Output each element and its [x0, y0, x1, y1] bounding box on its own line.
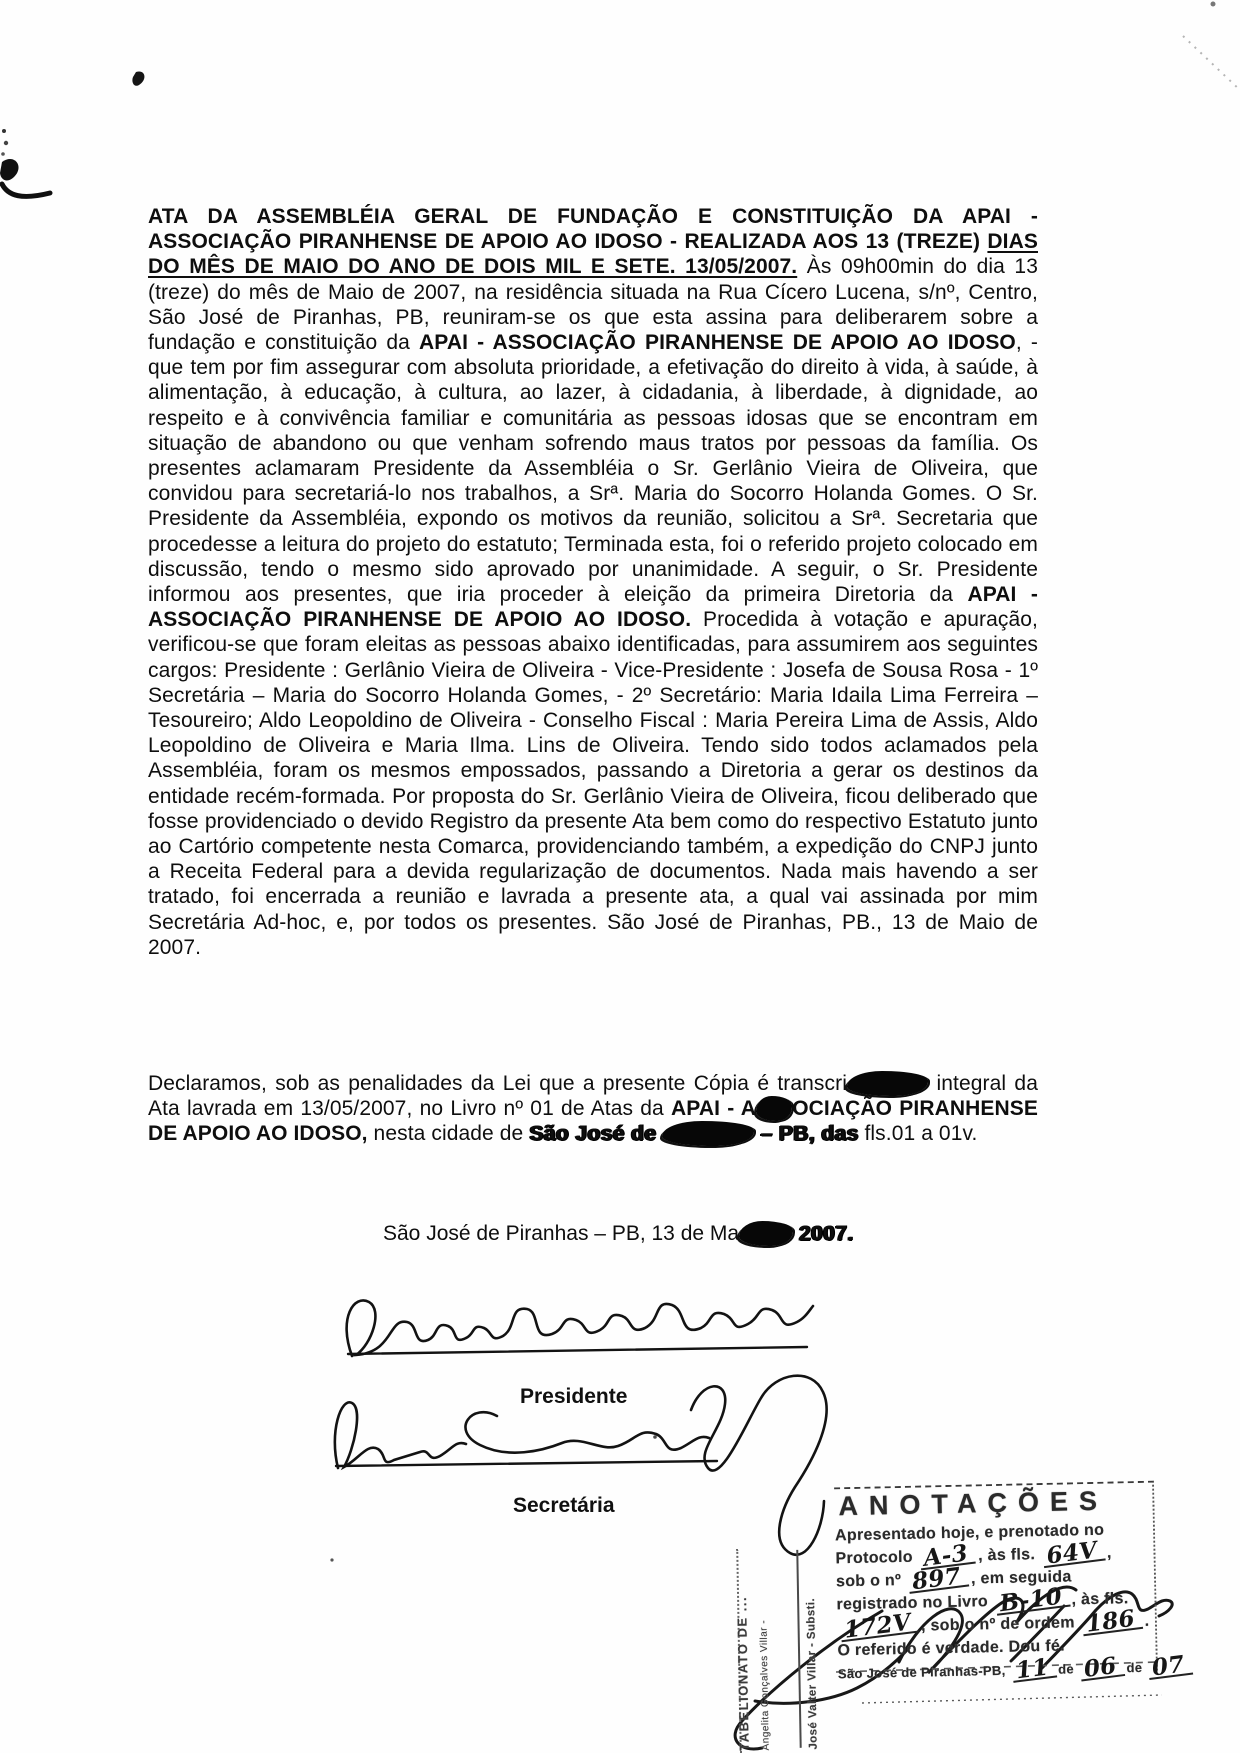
- redaction-blot: [756, 1096, 792, 1121]
- declaration-paragraph: [148, 1071, 1038, 1147]
- handwritten-entry: 186: [1081, 1609, 1143, 1636]
- ink-speck: [132, 71, 144, 85]
- text-segment: APAI - ASSOCIAÇÃO PIRANHENSE DE APOIO AO IDOSO: [419, 331, 1016, 355]
- handwritten-entry: 897: [907, 1567, 969, 1594]
- stamp-text: registrado no Livro: [836, 1593, 989, 1614]
- text-segment: Procedida à votação e apuração, verificou-se que foram eleitas as pessoas abaixo identificadas, para assumirem aos seguintes cargos: Presidente : Gerlânio Vieira de Oliveira - Vice-Presidente : Josefa de Sousa Rosa - 1º Secretária – Maria do Socorro Holanda Gomes, - 2º Secretário: Maria Idaila Lima Ferreira – Tesoureiro; Aldo Leopoldino de Oliveira - Conselho Fiscal : Maria Pereira Lima de Assis, Aldo Leopoldino de Oliveira e Maria Ilma. Lins de Oliveira. Tendo sido todos aclamados pela Assembléia, foram os mesmos empossados, passando a Diretoria a gerar os destinos da entidade recém-formada. Por proposta do Sr. Gerlânio Vieira de Oliveira, ficou deliberado que fosse providenciado o devido Registro da presente Ata bem como do respectivo Estatuto junto ao Cartório competente nesta Comarca, providenciando também, a expedição do CNPJ junto a Receita Federal para a devida regularização de documentos. Nada mais havendo a ser tratado, foi encerrada a reunião e lavrada a presente ata, a qual vai assinada por mim Secretária Ad-hoc, e, por todos os presentes. São José de Piranhas, PB., 13 de Maio de 2007.: [148, 608, 1038, 959]
- handwritten-entry: 11: [1011, 1658, 1057, 1683]
- stamp-text: O referido é verdade. Dou fé.: [837, 1637, 1066, 1660]
- stamp-text: ,: [1106, 1544, 1112, 1562]
- signature-line: [348, 1347, 807, 1354]
- anotacoes-stamp: [834, 1481, 1187, 1685]
- stamp-text: , às fls.: [1071, 1590, 1129, 1609]
- text-segment: integral da Ata lavrada em 13/05/2007, no Livro nº 01 de Atas da: [148, 1072, 1038, 1121]
- text-segment: São José de: [529, 1122, 663, 1146]
- minutes-body-paragraph: [148, 204, 1038, 960]
- text-segment: APAI - ASSOCIAÇÃO PIRANHENSE DE APOIO AO IDOSO.: [148, 583, 1038, 632]
- handwritten-entry: 07: [1147, 1655, 1193, 1680]
- stamp-body: [834, 1518, 1187, 1686]
- stamp-text: de: [1126, 1659, 1143, 1676]
- stamp-text: , sob o nº de ordem: [920, 1614, 1075, 1635]
- redaction-blot: [739, 1221, 793, 1246]
- stamp-text: Protocolo: [835, 1548, 914, 1568]
- stamp-text: .: [1144, 1612, 1150, 1630]
- handwritten-entry: 06: [1079, 1656, 1125, 1681]
- tabelionato-officer-name: Angelita Gonçalves Villar -: [758, 1619, 772, 1751]
- redaction-blot: [662, 1121, 754, 1146]
- handwritten-entry: A-3: [919, 1544, 976, 1571]
- text-segment: – PB, das: [754, 1122, 859, 1146]
- stamp-text: São José de Piranhas-PB,: [837, 1662, 1006, 1682]
- handwritten-entry: 64V: [1041, 1541, 1105, 1569]
- redaction-blot: [847, 1071, 928, 1096]
- president-signature: [347, 1300, 813, 1356]
- tabelionato-title: TABELIONATO DE ...: [734, 1595, 752, 1751]
- tabelionato-substitute-name: José Valter Villar - Substi.: [805, 1597, 820, 1750]
- stamp-divider: [796, 1550, 801, 1748]
- text-segment: fls.01 a 01v.: [858, 1122, 978, 1146]
- text-segment: Às 09h00min do dia 13 (treze) do mês de Maio de 2007, na residência situada na Rua Cícero Lucena, s/nº, Centro, São José de Piranhas, PB, reuniram-se os que esta assina para deliberarem sobre a fundação e constituição da: [148, 255, 1038, 355]
- handwritten-entry: B-10: [994, 1587, 1070, 1616]
- stamp-line: [837, 1604, 1155, 1644]
- text-segment: Declaramos, sob as penalidades da Lei que a presente Cópia é transcri: [148, 1072, 847, 1095]
- handwritten-entry: 172V: [839, 1613, 919, 1643]
- ink-speck: [330, 1558, 333, 1561]
- text-segment: APAI - A: [671, 1097, 757, 1121]
- scan-artifact-line: [1183, 2, 1240, 93]
- stamp-title: ANOTAÇÕES: [838, 1485, 1109, 1522]
- text-segment: DIAS DO MÊS DE MAIO DO ANO DE DOIS MIL E SETE. 13/05/2007.: [148, 230, 1038, 279]
- stamp-text: Apresentado hoje, e prenotado no: [834, 1521, 1105, 1545]
- stamp-text: , às fls.: [978, 1546, 1036, 1565]
- secretary-signature-label: Secretária: [513, 1494, 615, 1517]
- stamp-text: sob o nº: [835, 1571, 902, 1591]
- ink-speck: [653, 1435, 657, 1439]
- text-segment: 2007.: [792, 1222, 854, 1245]
- text-segment: nesta cidade de: [367, 1122, 530, 1146]
- tabelionato-side-stamp: [736, 1547, 842, 1753]
- ink-blot: [0, 129, 50, 196]
- stamp-text: de: [1057, 1661, 1075, 1677]
- stamp-text: , em seguida: [970, 1568, 1072, 1588]
- text-segment: OCIAÇÃO PIRANHENSE DE APOIO AO IDOSO,: [148, 1097, 1038, 1146]
- text-segment: São José de Piranhas – PB, 13 de Ma: [383, 1222, 740, 1245]
- text-segment: , - que tem por fim assegurar com absoluta prioridade, a efetivação do direito à vida, à saúde, à alimentação, à educação, à cultura, ao lazer, à cidadania, à liberdade, à dignidade, ao respeito e à convivência familiar e comunitária as pessoas idosas que se encontram em situação de abandono ou que venham sofrendo maus tratos por pessoas da família. Os presentes aclamaram Presidente da Assembléia o Sr. Gerlânio Vieira de Oliveira, que convidou para secretariá-lo nos trabalhos, a Srª. Maria do Socorro Holanda Gomes. O Sr. Presidente da Assembléia, expondo os motivos da reunião, solicitou a Srª. Secretaria que procedesse a leitura do projeto do estatuto; Terminada esta, foi o referido projeto colocado em discussão, tendo o mesmo sido aprovado por unanimidade. A seguir, o Sr. Presidente informou aos presentes, que iria proceder à eleição da primeira Diretoria da: [148, 331, 1038, 607]
- signature-line: [336, 1461, 717, 1466]
- president-signature-label: Presidente: [520, 1385, 628, 1408]
- date-line: [383, 1221, 853, 1246]
- text-segment: ATA DA ASSEMBLÉIA GERAL DE FUNDAÇÃO E CONSTITUIÇÃO DA APAI - ASSOCIAÇÃO PIRANHENSE DE APOIO AO IDOSO - REALIZADA AOS 13 (TREZE): [148, 205, 1038, 254]
